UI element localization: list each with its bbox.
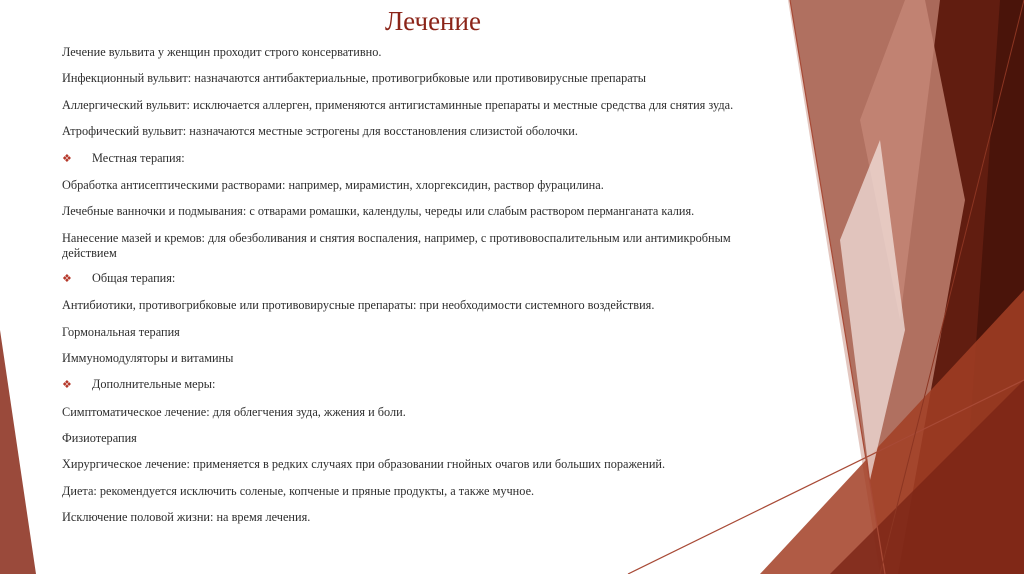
diamond-bullet-icon: ❖: [62, 379, 72, 392]
text-line: Инфекционный вульвит: назначаются антибактериальные, противогрибковые или противовирусные препараты: [62, 71, 646, 86]
text-line: Хирургическое лечение: применяется в редких случаях при образовании гнойных очагов или больших поражений.: [62, 457, 666, 472]
diamond-bullet-icon: ❖: [62, 152, 72, 165]
bullet-heading-text: Дополнительные меры:: [92, 377, 216, 392]
bullet-heading: [62, 151, 782, 167]
text-line: Исключение половой жизни: на время лечения.: [62, 510, 311, 525]
diamond-bullet-icon: ❖: [62, 272, 72, 285]
bullet-heading: [62, 271, 782, 287]
bullet-heading: [62, 377, 782, 393]
text-line: Антибиотики, противогрибковые или противовирусные препараты: при необходимости системного воздействия.: [62, 298, 655, 313]
text-line: Обработка антисептическими растворами: например, мирамистин, хлоргексидин, раствор фурацилина.: [62, 177, 604, 192]
text-line: Лечение вульвита у женщин проходит строго консервативно.: [62, 45, 382, 59]
text-line: Атрофический вульвит: назначаются местные эстрогены для восстановления слизистой оболочки.: [62, 124, 578, 139]
text-line: Лечебные ванночки и подмывания: с отварами ромашки, календулы, череды или слабым раствором перманганата калия.: [62, 204, 695, 219]
bullet-heading-text: Общая терапия:: [92, 270, 176, 285]
text-line: Симптоматическое лечение: для облегчения зуда, жжения и боли.: [62, 404, 406, 419]
slide-title: Лечение: [385, 6, 481, 36]
slide-content: [62, 45, 782, 537]
left-edge-shape: [0, 330, 36, 574]
text-line: Гормональная терапия: [62, 324, 180, 339]
bullet-heading-text: Местная терапия:: [92, 150, 185, 165]
text-line: Диета: рекомендуется исключить соленые, копченые и пряные продукты, а также мучное.: [62, 483, 535, 498]
text-line: Иммуномодуляторы и витамины: [62, 350, 234, 365]
text-line: Аллергический вульвит: исключается аллерген, применяются антигистаминные препараты и местные средства для снятия зуда.: [62, 97, 734, 112]
text-line: Физиотерапия: [62, 431, 137, 446]
text-line: Нанесение мазей и кремов: для обезболивания и снятия воспаления, например, с противовоспалительным или антимикробным действием: [62, 230, 731, 260]
